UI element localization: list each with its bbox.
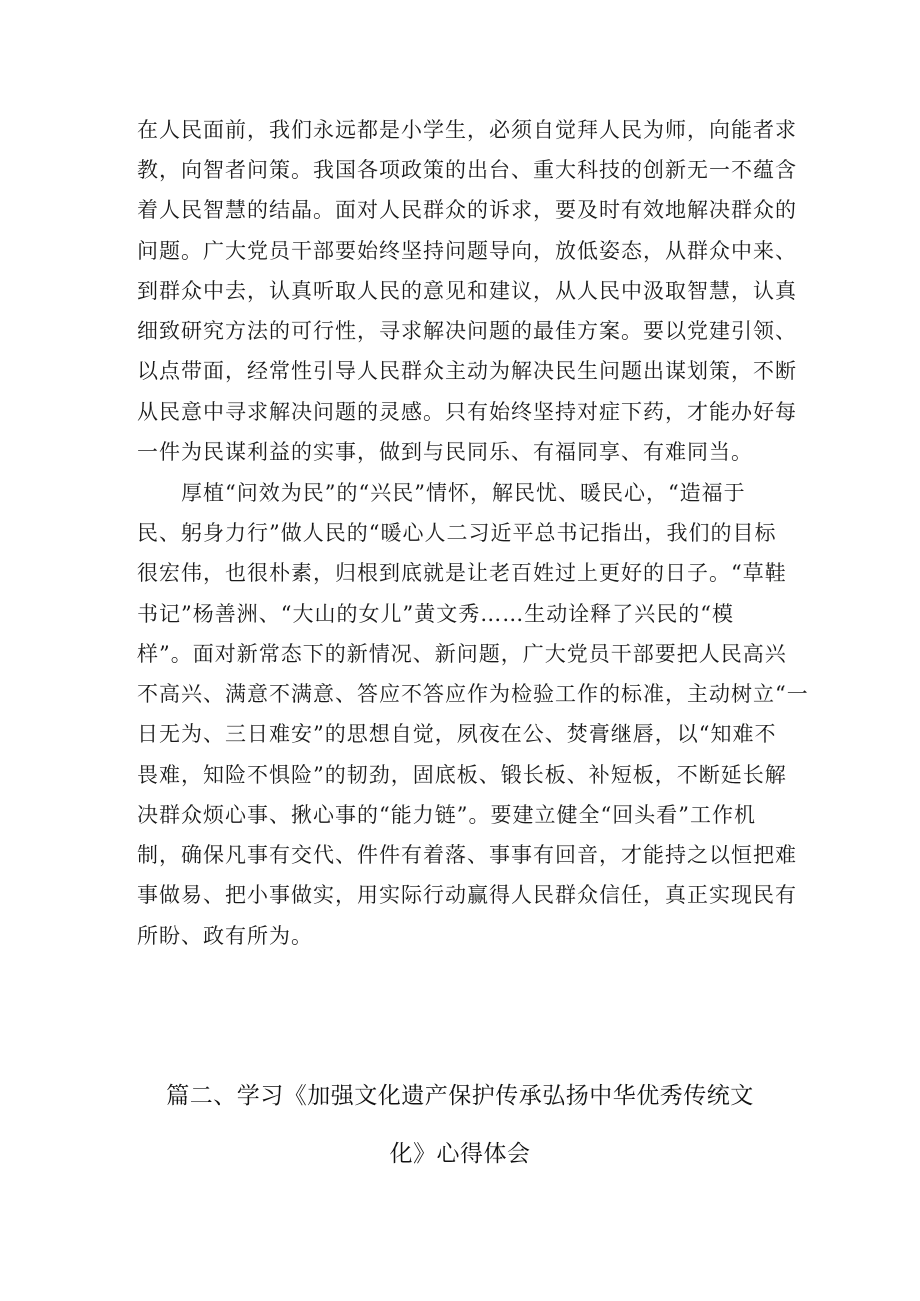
paragraph-line: 细致研究方法的可行性，寻求解决问题的最佳方案。要以党建引领、 [137,319,797,343]
section-heading-line-2: 化》心得体会 [389,1141,531,1167]
paragraph-line: 厚植“问效为民”的“兴民”情怀，解民忧、暖民心，“造福于 [137,481,746,505]
paragraph-line: 制，确保凡事有交代、件件有着落、事事有回音，才能持之以恒把难 [137,843,797,867]
paragraph-line: 事做易、把小事做实，用实际行动赢得人民群众信任，真正实现民有 [137,883,797,907]
paragraph-line: 教，向智者问策。我国各项政策的出台、重大科技的创新无一不蕴含 [137,158,797,182]
paragraph-line: 民、躬身力行”做人民的“暖心人二习近平总书记指出，我们的目标 [137,521,777,545]
paragraph-line: 问题。广大党员干部要始终坚持问题导向，放低姿态，从群众中来、 [137,239,797,263]
paragraph-line: 所盼、政有所为。 [137,924,313,948]
paragraph-line: 一件为民谋利益的实事，做到与民同乐、有福同享、有难同当。 [137,440,753,464]
paragraph-line: 不高兴、满意不满意、答应不答应作为检验工作的标准，主动树立“一 [137,682,809,706]
paragraph-line: 决群众烦心事、揪心事的“能力链”。要建立健全“回头看”工作机 [137,803,756,827]
paragraph-line: 日无为、三日难安”的思想自觉，夙夜在公、焚膏继唇，以“知难不 [137,722,777,746]
section-heading-line-1: 篇二、学习《加强文化遗产保护传承弘扬中华优秀传统文 [166,1083,754,1109]
paragraph-line: 在人民面前，我们永远都是小学生，必须自觉拜人民为师，向能者求 [137,118,797,142]
paragraph-line: 书记”杨善洲、“大山的女儿”黄文秀……生动诠释了兴民的“模 [137,602,734,626]
paragraph-line: 样”。面对新常态下的新情况、新问题，广大党员干部要把人民高兴 [137,642,787,666]
paragraph-line: 到群众中去，认真听取人民的意见和建议，从人民中汲取智慧，认真 [137,279,797,303]
paragraph-line: 很宏伟，也很朴素，归根到底就是让老百姓过上更好的日子。“草鞋 [137,561,787,585]
paragraph-line: 畏难，知险不惧险”的韧劲，固底板、锻长板、补短板，不断延长解 [137,763,787,787]
paragraph-line: 从民意中寻求解决问题的灵感。只有始终坚持对症下药，才能办好每 [137,400,797,424]
paragraph-line: 以点带面，经常性引导人民群众主动为解决民生问题出谋划策，不断 [137,359,797,383]
paragraph-line: 着人民智慧的结晶。面对人民群众的诉求，要及时有效地解决群众的 [137,198,797,222]
